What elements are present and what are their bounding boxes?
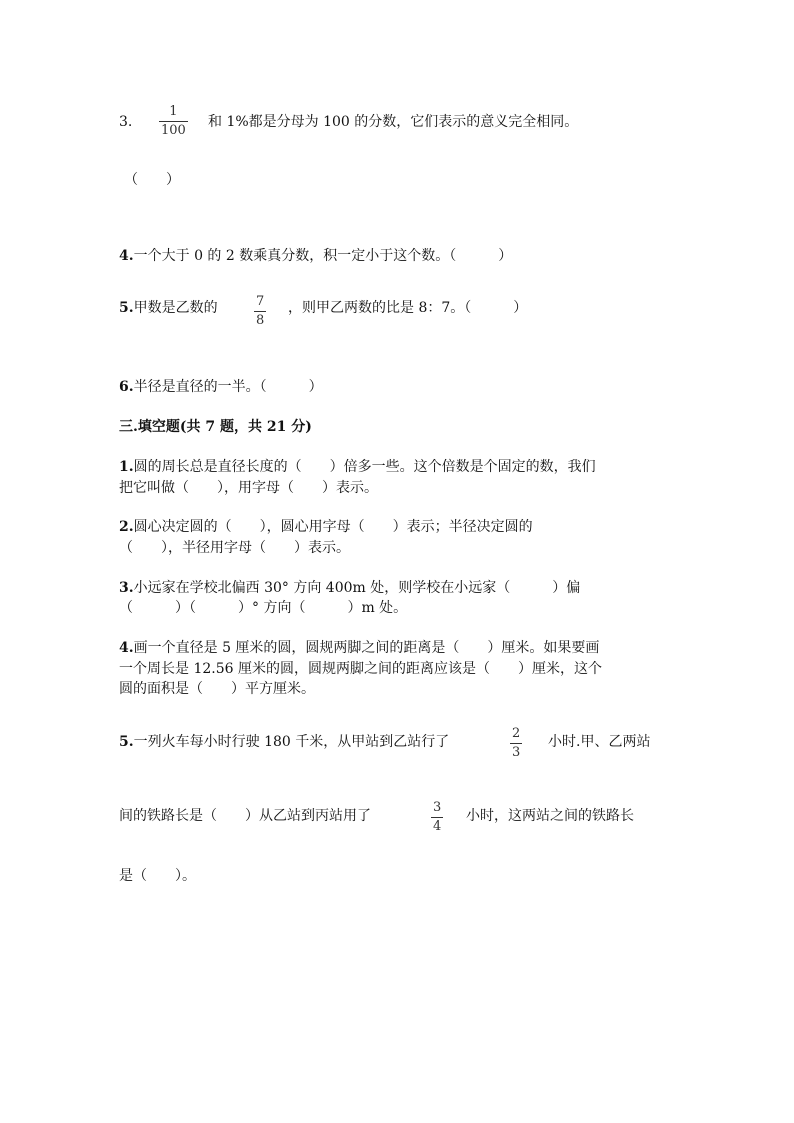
tf-question-5-text-after: ，则甲乙两数的比是 8：7。（ ）: [288, 300, 528, 316]
fraction-3-4: [431, 800, 443, 834]
fill-question-4-line1: [119, 638, 599, 658]
section-title-fill-in: 三.填空题(共 7 题，共 21 分): [119, 419, 312, 435]
fraction-bar: [510, 743, 522, 744]
fill-question-5-line1-after: 小时.甲、乙两站: [548, 734, 651, 750]
question-number: 5.: [119, 734, 134, 750]
fill-question-2-line1: [119, 517, 533, 537]
fraction-7-8: [254, 294, 266, 328]
fraction-denominator: 3: [512, 745, 521, 760]
fraction-numerator: 1: [169, 104, 178, 119]
tf-question-3: [119, 112, 132, 132]
question-text: 圆的周长总是直径长度的（ ）倍多一些。这个倍数是个固定的数，我们: [133, 459, 596, 475]
tf-question-3-answer[interactable]: （ ）: [124, 172, 180, 188]
question-text: 半径是直径的一半。（ ）: [133, 379, 323, 395]
tf-question-3-text: 和 1%都是分母为 100 的分数，它们表示的意义完全相同。: [208, 114, 579, 130]
fill-question-4-line2: 一个周长是 12.56 厘米的圆，圆规两脚之间的距离应该是（ ）厘米，这个: [119, 661, 602, 677]
question-number: 3.: [119, 114, 133, 130]
question-number: 4.: [119, 640, 134, 656]
question-number: 3.: [119, 580, 134, 596]
fraction-2-3: [510, 726, 522, 760]
fill-question-5-line2: 间的铁路长是（ ）从乙站到丙站用了: [119, 808, 371, 824]
question-text-before: 一列火车每小时行驶 180 千米，从甲站到乙站行了: [133, 734, 450, 750]
fill-question-1-line2: 把它叫做（ ），用字母（ ）表示。: [119, 480, 378, 496]
question-number: 2.: [119, 519, 134, 535]
fill-question-2-line2: （ ），半径用字母（ ）表示。: [119, 540, 350, 556]
tf-question-6: [119, 377, 323, 397]
fill-question-1-line1: [119, 457, 596, 477]
question-text: 画一个直径是 5 厘米的圆，圆规两脚之间的距离是（ ）厘米。如果要画: [133, 640, 600, 656]
question-text: 圆心决定圆的（ ），圆心用字母（ ）表示；半径决定圆的: [133, 519, 533, 535]
fill-question-4-line3: 圆的面积是（ ）平方厘米。: [119, 681, 315, 697]
fraction-bar: [159, 121, 188, 122]
fraction-numerator: 7: [256, 294, 265, 309]
fill-question-5-line1: [119, 732, 449, 752]
fill-question-3-line2: （ ）（ ）° 方向（ ）m 处。: [119, 600, 408, 616]
fraction-bar: [254, 311, 266, 312]
question-text-before: 甲数是乙数的: [133, 300, 218, 316]
fill-question-3-line1: [119, 578, 580, 598]
fraction-numerator: 3: [433, 800, 442, 815]
fraction-denominator: 8: [256, 313, 265, 328]
tf-question-5: [119, 298, 218, 318]
tf-question-4: [119, 246, 512, 266]
fill-question-5-line3: 是（ ）。: [119, 868, 196, 884]
fraction-bar: [431, 817, 443, 818]
question-number: 5.: [119, 300, 134, 316]
question-text: 小远家在学校北偏西 30° 方向 400m 处，则学校在小远家（ ）偏: [133, 580, 581, 596]
question-number: 1.: [119, 459, 134, 475]
fill-question-5-line2-after: 小时，这两站之间的铁路长: [466, 808, 634, 824]
fraction-denominator: 4: [433, 819, 442, 834]
fraction-1-100: [159, 104, 188, 138]
fraction-numerator: 2: [512, 726, 521, 741]
fraction-denominator: 100: [161, 123, 186, 138]
question-number: 4.: [119, 248, 134, 264]
question-text: 一个大于 0 的 2 数乘真分数，积一定小于这个数。（ ）: [133, 248, 513, 264]
question-number: 6.: [119, 379, 134, 395]
